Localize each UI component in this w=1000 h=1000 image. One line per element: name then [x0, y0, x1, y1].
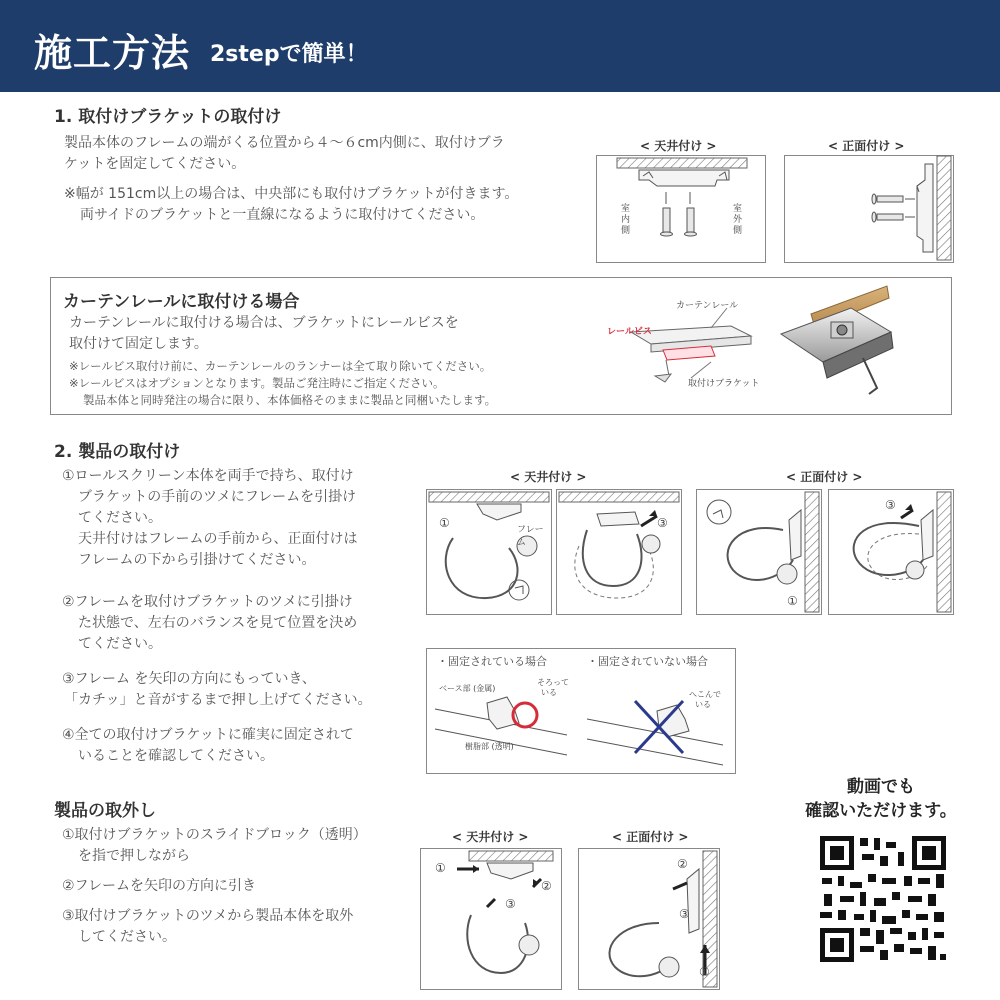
removal-step3-line1: ③取付けブラケットのツメから製品本体を取外 — [62, 908, 354, 924]
step2-item1-line3: てください。 — [78, 510, 162, 526]
curtain-note-3: 製品本体と同時発注の場合に限り、本体価格そのままに製品と同梱いたします。 — [83, 393, 497, 407]
removal-front-num-3: ③ — [679, 907, 690, 921]
unfixed-caption: ・固定されていない場合 — [587, 655, 708, 668]
curtain-note-2: ※レールビスはオプションとなります。製品ご発注時にご指定ください。 — [69, 376, 445, 390]
step2-item4-line1: ④全ての取付けブラケットに確実に固定されて — [62, 727, 354, 743]
step2-num-1-b: ① — [787, 594, 798, 608]
step1-heading: 1. 取付けブラケットの取付け — [54, 107, 282, 127]
removal-front-num-1: ① — [699, 965, 710, 979]
step1-text-1: 製品本体のフレームの端がくる位置から４～６cm内側に、取付けブラ — [64, 135, 505, 151]
base-label: ベース部 (金属) — [439, 684, 496, 693]
curtain-note-1: ※レールビス取付け前に、カーテンレールのランナーは全て取り除いてください。 — [69, 359, 492, 373]
step2-num-3-a: ③ — [657, 516, 668, 530]
removal-step1-line1: ①取付けブラケットのスライドブロック（透明） — [62, 827, 367, 843]
step2-item3-line2: 「カチッ」と音がするまで押し上げてください。 — [64, 692, 372, 708]
step2-front-caption: < 正面付け > — [786, 470, 863, 484]
step1-outdoor-label: 室外側 — [733, 204, 743, 236]
removal-ceiling-caption: < 天井付け > — [452, 830, 529, 844]
step2-item1-line4: 天井付けはフレームの手前から、正面付けは — [78, 531, 358, 547]
step2-frame-label: フレーム — [517, 525, 544, 548]
removal-ceiling-num-3: ③ — [505, 897, 516, 911]
step2-item4-line2: いることを確認してください。 — [78, 748, 274, 764]
step1-indoor-label: 室内側 — [621, 204, 631, 236]
step1-note-1: ※幅が 151cm以上の場合は、中央部にも取付けブラケットが付きます。 — [64, 186, 519, 202]
removal-step3-line2: してください。 — [78, 929, 176, 945]
dented-label-1: へこんで — [689, 690, 721, 699]
removal-step1-line2: を指で押しながら — [78, 848, 190, 864]
label-curtain-rail: カーテンレール — [676, 301, 739, 311]
video-note-line2: 確認いただけます。 — [805, 801, 957, 821]
step1-ceiling-caption: < 天井付け > — [640, 139, 717, 153]
resin-label: 樹脂部 (透明) — [465, 742, 514, 751]
step1-text-2: ケットを固定してください。 — [64, 156, 246, 172]
removal-step2: ②フレームを矢印の方向に引き — [62, 878, 256, 894]
step2-item1-line2: ブラケットの手前のツメにフレームを引掛け — [78, 489, 357, 505]
removal-ceiling-num-1: ① — [435, 861, 446, 875]
step1-note-2: 両サイドのブラケットと一直線になるように取付けてください。 — [80, 207, 485, 223]
step2-item3-line1: ③フレーム を矢印の方向にもっていき、 — [62, 671, 316, 687]
label-rail-screw: レールビス — [607, 327, 652, 337]
label-mount-bracket: 取付けブラケット — [688, 379, 760, 389]
removal-front-caption: < 正面付け > — [612, 830, 689, 844]
step1-front-caption: < 正面付け > — [828, 139, 905, 153]
curtain-heading: カーテンレールに取付ける場合 — [63, 292, 300, 312]
curtain-text-1: カーテンレールに取付ける場合は、ブラケットにレールビスを — [69, 315, 459, 331]
removal-ceiling-num-2: ② — [541, 879, 552, 893]
page-title: 施工方法 — [34, 31, 191, 75]
step2-item2-line1: ②フレームを取付けブラケットのツメに引掛け — [62, 594, 353, 610]
step2-item1-line1: ①ロールスクリーン本体を両手で持ち、取付け — [62, 468, 354, 484]
page-subtitle: 2stepで簡単！ — [210, 42, 368, 67]
fixed-caption: ・固定されている場合 — [437, 655, 547, 668]
video-note-line1: 動画でも — [847, 777, 915, 797]
step2-heading: 2. 製品の取付け — [54, 442, 181, 462]
removal-front-num-2: ② — [677, 857, 688, 871]
step2-num-3-b: ③ — [885, 498, 896, 512]
curtain-text-2: 取付けて固定します。 — [69, 336, 208, 352]
step2-ceiling-caption: < 天井付け > — [510, 470, 587, 484]
removal-heading: 製品の取外し — [54, 801, 156, 821]
aligned-label-1: そろって — [537, 678, 569, 687]
dented-label-2: いる — [695, 700, 711, 709]
step2-num-1-a: ① — [439, 516, 450, 530]
step2-item2-line3: てください。 — [78, 636, 162, 652]
step2-item1-line5: フレームの下から引掛けてください。 — [78, 552, 316, 568]
step2-item2-line2: た状態で、左右のバランスを見て位置を決め — [78, 615, 358, 631]
aligned-label-2: いる — [541, 688, 557, 697]
